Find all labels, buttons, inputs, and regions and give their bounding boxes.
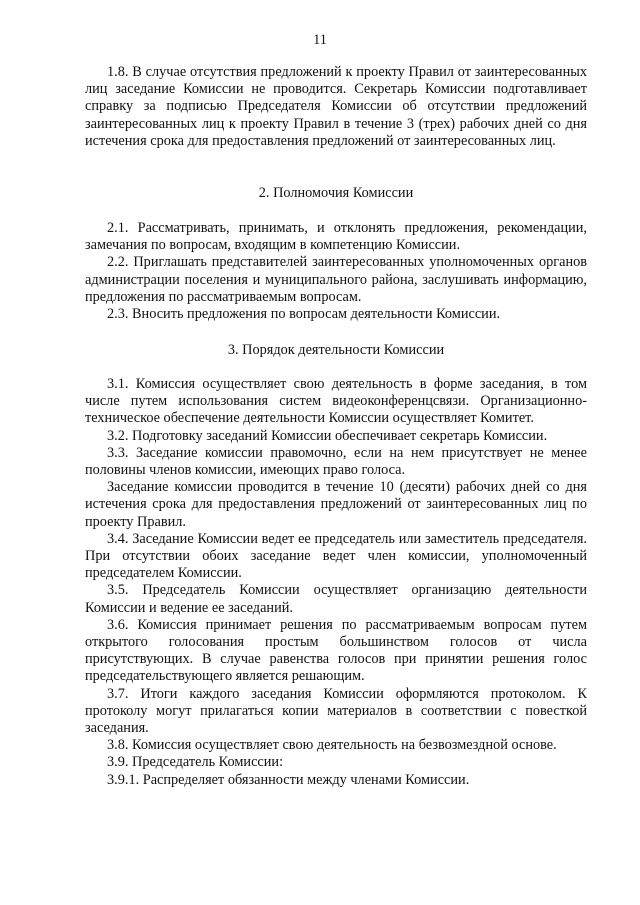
- section3-body: [85, 376, 587, 789]
- paragraph-1-8: 1.8. В случае отсутствия предложений к проекту Правил от заинтересованных лиц заседание Комиссии не проводится. Секретарь Комиссии подготавливает справку за подписью Председателя Комиссии об отсутствии предложений заинтересованных лиц к проекту Правил в течение 3 (трех) рабочих дней со дня истечения срока для предоставления предложений от заинтересованных лиц.: [85, 64, 587, 149]
- paragraph-3-3-continued: Заседание комиссии проводится в течение 10 (десяти) рабочих дней со дня истечения срока для предоставления предложений от заинтересованных лиц по проекту Правил.: [85, 479, 587, 530]
- paragraph-3-6: 3.6. Комиссия принимает решения по рассматриваемым вопросам путем открытого голосования простым большинством голосов от числа присутствующих. В случае равенства голосов при принятии решения голос председательствующего является решающим.: [85, 616, 587, 685]
- paragraph-3-8: 3.8. Комиссия осуществляет свою деятельность на безвозмездной основе.: [107, 737, 557, 754]
- paragraph-3-5: 3.5. Председатель Комиссии осуществляет организацию деятельности Комиссии и ведение ее заседаний.: [85, 582, 587, 616]
- paragraph-3-1: 3.1. Комиссия осуществляет свою деятельность в форме заседания, в том числе путем использования систем видеоконференцсвязи. Организационно-техническое обеспечение деятельности Комиссии осуществляет Комитет.: [85, 376, 587, 427]
- paragraph-3-2: 3.2. Подготовку заседаний Комиссии обеспечивает секретарь Комиссии.: [107, 427, 548, 444]
- section2-body: [85, 220, 587, 323]
- paragraph-2-3: 2.3. Вносить предложения по вопросам деятельности Комиссии.: [107, 306, 501, 323]
- page-number: 11: [313, 32, 327, 48]
- section3-heading: 3. Порядок деятельности Комиссии: [227, 342, 445, 358]
- paragraph-2-1: 2.1. Рассматривать, принимать, и отклонять предложения, рекомендации, замечания по вопросам, входящим в компетенцию Комиссии.: [85, 220, 587, 254]
- paragraph-3-7: 3.7. Итоги каждого заседания Комиссии оформляются протоколом. К протоколу могут прилагаться копии материалов в соответствии с повесткой заседания.: [85, 685, 587, 737]
- section2-heading: 2. Полномочия Комиссии: [258, 185, 414, 201]
- section1-body: [85, 64, 587, 150]
- paragraph-3-9-1: 3.9.1. Распределяет обязанности между членами Комиссии.: [107, 771, 470, 788]
- paragraph-2-2: 2.2. Приглашать представителей заинтересованных уполномоченных органов администрации поселения и муниципального района, заслушивать информацию, предложения по рассматриваемым вопросам.: [85, 254, 587, 305]
- paragraph-3-4: 3.4. Заседание Комиссии ведет ее председатель или заместитель председателя. При отсутствии обоих заседание ведет член комиссии, уполномоченный председателем Комиссии.: [85, 530, 587, 582]
- paragraph-3-9: 3.9. Председатель Комиссии:: [107, 754, 284, 771]
- paragraph-3-3: 3.3. Заседание комиссии правомочно, если на нем присутствует не менее половины членов комиссии, имеющих право голоса.: [85, 444, 587, 479]
